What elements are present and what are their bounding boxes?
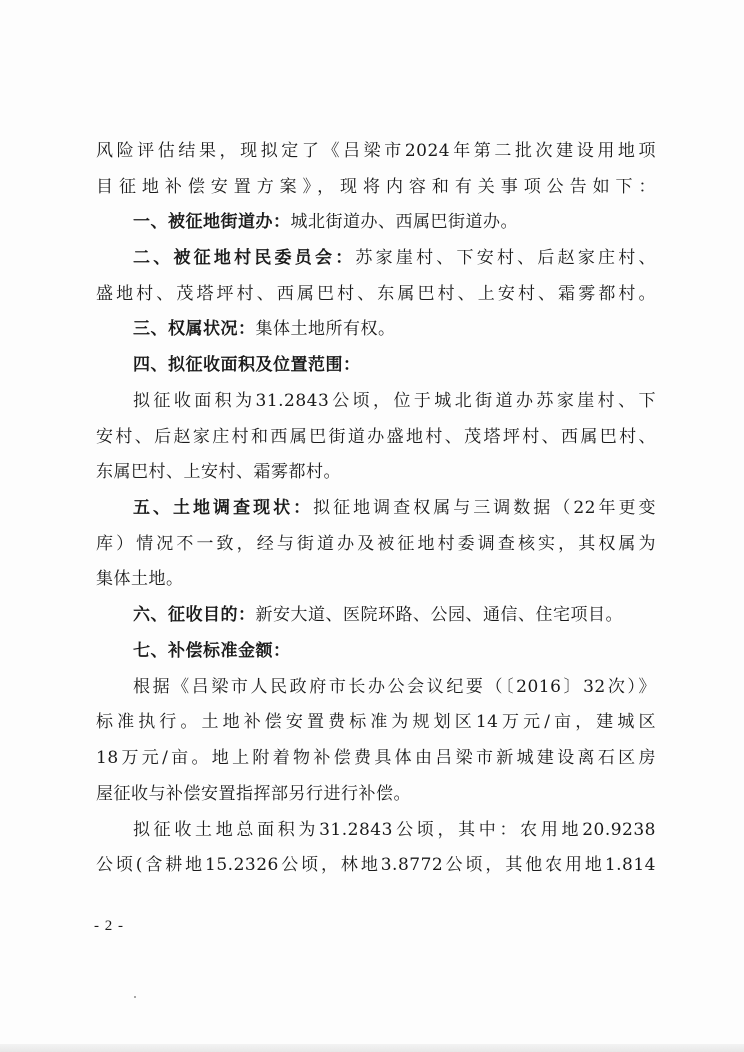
paragraph-line: 18万元/亩。地上附着物补偿费具体由吕梁市新城建设离石区房	[96, 748, 656, 768]
heading-five: 五、土地调查现状：	[133, 498, 314, 518]
paragraph-line: 标准执行。土地补偿安置费标准为规划区14万元/亩，建城区	[96, 712, 656, 732]
page-number: - 2 -	[94, 918, 124, 934]
paragraph-line: 目征地补偿安置方案》，现将内容和有关事项公告如下：	[96, 177, 656, 197]
section-five-line	[133, 498, 656, 518]
section-one-line	[133, 212, 656, 232]
paragraph-line: 库）情况不一致，经与街道办及被征地村委调查核实，其权属为	[96, 534, 656, 554]
paragraph-line: 盛地村、茂塔坪村、西属巴村、东属巴村、上安村、霜雾都村。	[96, 284, 656, 304]
paragraph-line: 风险评估结果，现拟定了《吕梁市2024年第二批次建设用地项	[96, 141, 656, 161]
heading-two: 二、被征地村民委员会：	[133, 248, 356, 268]
section-two-text: 苏家崖村、下安村、后赵家庄村、	[355, 248, 657, 268]
paragraph-line: 公顷(含耕地15.2326公顷，林地3.8772公顷，其他农用地1.814	[96, 855, 656, 875]
section-three-text: 集体土地所有权。	[255, 319, 396, 339]
heading-three: 三、权属状况：	[133, 319, 256, 339]
paragraph-line: 根据《吕梁市人民政府市长办公会议纪要（〔2016〕32次）》	[133, 677, 656, 697]
paragraph-line: 屋征收与补偿安置指挥部另行进行补偿。	[96, 784, 411, 804]
heading-seven: 七、补偿标准金额：	[133, 641, 291, 661]
paragraph-line: 东属巴村、上安村、霜雾都村。	[96, 462, 341, 482]
section-one-text: 城北街道办、西属巴街道办。	[290, 212, 518, 232]
heading-six: 六、征收目的：	[133, 605, 256, 625]
scan-bottom-edge	[0, 1044, 744, 1052]
section-three-line	[133, 319, 656, 339]
scan-speck	[134, 996, 136, 998]
section-two-line	[133, 248, 656, 268]
paragraph-line: 拟征收面积为31.2843公顷，位于城北街道办苏家崖村、下	[133, 391, 656, 411]
paragraph-line: 集体土地。	[96, 569, 184, 589]
section-six-line	[133, 605, 656, 625]
heading-one: 一、被征地街道办：	[133, 212, 291, 232]
paragraph-line: 拟征收土地总面积为31.2843公顷，其中：农用地20.9238	[133, 820, 656, 840]
heading-four: 四、拟征收面积及位置范围：	[133, 355, 361, 375]
section-four-line	[133, 355, 656, 375]
section-five-text: 拟征地调查权属与三调数据（22年更变	[313, 498, 657, 518]
section-seven-line	[133, 641, 656, 661]
section-six-text: 新安大道、医院环路、公园、通信、住宅项目。	[255, 605, 623, 625]
paragraph-line: 安村、后赵家庄村和西属巴街道办盛地村、茂塔坪村、西属巴村、	[96, 427, 656, 447]
